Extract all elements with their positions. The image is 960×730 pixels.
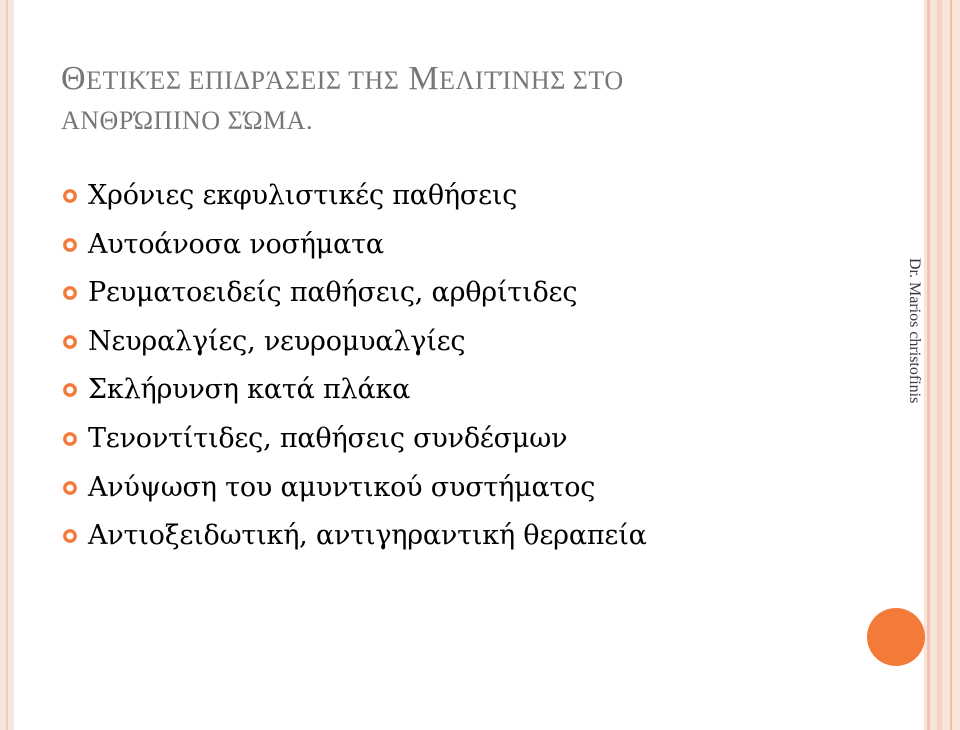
title-part: ΤΗ xyxy=(341,66,384,95)
hollow-circle-bullet-icon xyxy=(62,334,78,350)
title-part: Σ xyxy=(165,66,182,95)
bullet-text: Χρόνιες εκφυλιστικές παθήσεις xyxy=(88,180,518,211)
title-part: Σ xyxy=(325,66,342,95)
right-border-stripe xyxy=(937,0,942,730)
right-border-stripe xyxy=(927,0,930,730)
author-name: Dr. Marios christofinis xyxy=(906,258,923,404)
left-border-stripe xyxy=(6,0,8,730)
bullet-text: Αυτοάνοσα νοσήματα xyxy=(88,228,384,260)
hollow-circle-bullet-icon xyxy=(62,188,78,204)
bullet-text: Νευραλγίες, νευρομυαλγίες xyxy=(88,325,466,357)
slide-title-line-1 xyxy=(61,56,861,104)
hollow-circle-bullet-icon xyxy=(62,431,78,447)
title-part: Σ xyxy=(383,66,400,95)
hollow-circle-bullet-icon xyxy=(62,480,78,496)
bullet-text: Τενοντίτιδες, παθήσεις συνδέσμων xyxy=(88,422,568,454)
slide-title xyxy=(61,56,861,144)
title-part: ΕΠΙΔΡΆΣΕΙ xyxy=(181,66,326,95)
title-part: ΕΛΙΤΊΝΗ xyxy=(439,66,551,95)
title-part: ΕΤΙΚΈ xyxy=(86,66,166,95)
hollow-circle-bullet-icon xyxy=(62,382,78,398)
hollow-circle-bullet-icon xyxy=(62,237,78,253)
title-part: Θ xyxy=(61,60,87,97)
title-part: Μ xyxy=(399,60,440,97)
title-part: ΣΤΟ xyxy=(565,66,624,95)
right-decorative-border xyxy=(924,0,960,730)
bullet-text: Αντιοξειδωτική, αντιγηραντική θεραπεία xyxy=(88,520,647,552)
vertical-author-caption xyxy=(905,258,925,428)
title-part: Σ xyxy=(550,66,566,95)
slide-title-line-2: ΑΝΘΡΏΠΙΝΟ ΣΏΜΑ. xyxy=(61,106,313,135)
hollow-circle-bullet-icon xyxy=(62,285,78,301)
left-decorative-border xyxy=(0,0,14,730)
hollow-circle-bullet-icon xyxy=(62,528,78,544)
bullet-text: Σκλήρυνση κατά πλάκα xyxy=(88,374,411,406)
orange-accent-circle xyxy=(867,608,925,666)
right-border-stripe xyxy=(950,0,952,730)
bullet-text: Ανύψωση του αμυντικού συστήματος xyxy=(88,471,596,503)
bullet-text: Ρευματοειδείς παθήσεις, αρθρίτιδες xyxy=(88,277,578,309)
